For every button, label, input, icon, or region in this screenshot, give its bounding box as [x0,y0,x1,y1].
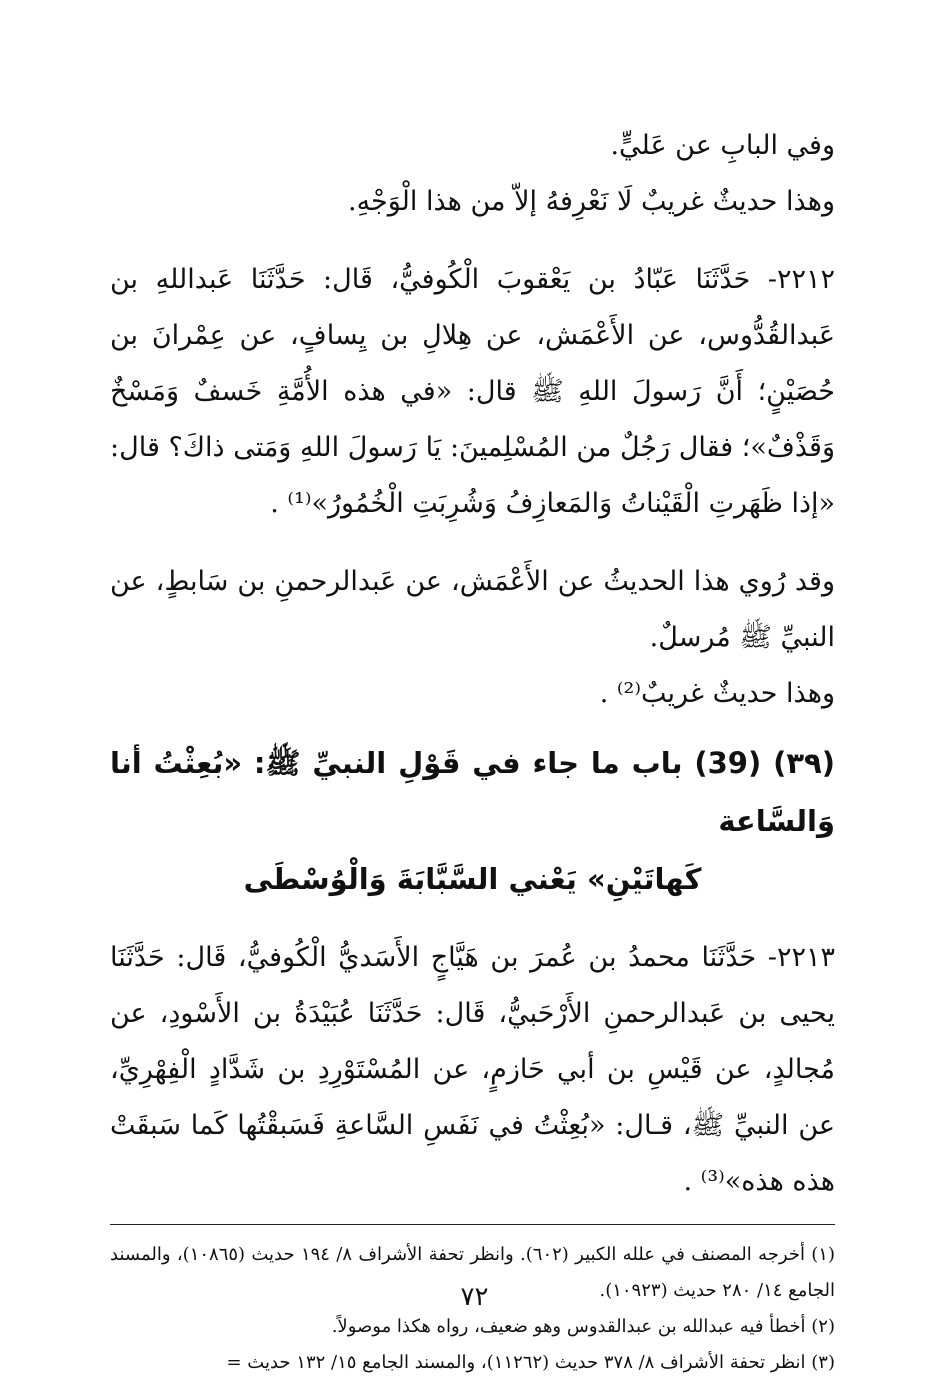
footnote-2: (٢) أخطأ فيه عبدالله بن عبدالقدوس وهو ضعيف، رواه هكذا موصولاً. [331,1316,835,1337]
paragraph-gharib-2: وهذا حديثٌ غريبٌ⁽²⁾ . [599,678,835,709]
page-body [110,118,835,1381]
footnote-divider [110,1224,835,1225]
footnote-1: (١) أخرجه المصنف في علله الكبير (٦٠٢). وانظر تحفة الأشراف ٨/ ١٩٤ حديث (١٠٨٦٥)، والمسند الجامع ١٤/ ٢٨٠ حديث (١٠٩٢٣). [110,1244,835,1301]
paragraph-ali: وفي البابِ عن عَليٍّ. [610,130,835,161]
chapter-heading [110,734,835,908]
chapter-heading-line-2: كَهاتَيْنِ» يَعْني السَّبَّابَةَ وَالْوُسْطَى [243,862,702,896]
hadith-2213: ٢٢١٣- حَدَّثَنَا محمدُ بن عُمرَ بن هَيَّاجٍ الأَسَديُّ الْكُوفيُّ، قَال: حَدَّثَنَا يحيى بن عَبدالرحمنِ الأَرْحَبيُّ، قَال: حَدَّثَنَا عُبَيْدَةُ بن الأَسْودِ، عن مُجالدٍ، عن قَيْسِ بن أبي حَازمٍ، عن المُسْتَوْرِدِ بن شَدَّادٍ الْفِهْرِيِّ، عن النبيِّ ﷺ، قـال: «بُعِثْتُ في نَفَسِ السَّاعةِ فَسَبقْتُها كَما سَبقَتْ هذه هذه»⁽³⁾ . [110,942,835,1197]
paragraph-gharib-1: وهذا حديثٌ غريبٌ لَا نَعْرِفهُ إلاّ من هذا الْوَجْهِ. [347,186,835,217]
chapter-heading-line-1: (٣٩) (39) باب ما جاء في قَوْلِ النبيِّ ﷺ: «بُعِثْتُ أنا وَالسَّاعة [110,746,835,838]
footnote-3: (٣) انظر تحفة الأشراف ٨/ ٣٧٨ حديث (١١٢٦٢)، والمسند الجامع ١٥/ ١٣٢ حديث = [226,1352,835,1373]
hadith-2212: ٢٢١٢- حَدَّثَنَا عَبّادُ بن يَعْقوبَ الْكُوفيُّ، قَال: حَدَّثَنَا عَبداللهِ بن عَبدالقُدُّوس، عن الأَعْمَش، عن هِلالِ بن يِسافٍ، عن عِمْرانَ بن حُصَيْنٍ؛ أَنَّ رَسولَ اللهِ ﷺ قال: «في هذه الأُمَّةِ خَسفٌ وَمَسْخٌ وَقَذْفٌ»؛ فقال رَجُلٌ من المُسْلِمينَ: يَا رَسولَ اللهِ وَمَتى ذاكَ؟ قال: «إذا ظَهَرتِ الْقَيْناتُ وَالمَعازِفُ وَشُرِبَتِ الْخُمُورُ»⁽¹⁾ . [110,264,835,519]
paragraph-mursal: وقد رُوي هذا الحديثُ عن الأَعْمَش، عن عَبدالرحمنِ بن سَابطٍ، عن النبيِّ ﷺ مُرسلٌ. [110,566,835,653]
page-number: ٧٢ [460,1282,489,1312]
